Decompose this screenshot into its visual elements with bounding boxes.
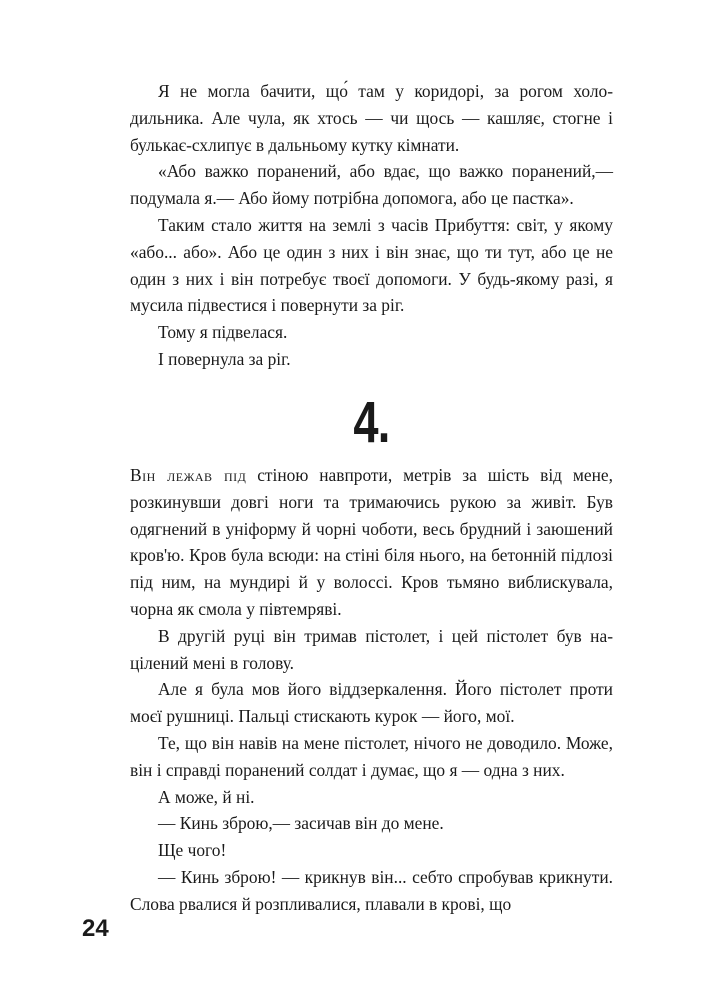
paragraph: — Кинь зброю! — крикнув він... себто спробував крикнути. Слова рвалися й розпливалися, плавали в крові, що bbox=[130, 866, 613, 914]
paragraph: Ще чого! bbox=[158, 840, 227, 861]
paragraph: — Кинь зброю,— засичав він до мене. bbox=[158, 813, 444, 834]
chapter-heading: 4. bbox=[353, 390, 390, 455]
page-number: 24 bbox=[82, 915, 109, 942]
chapter-first-paragraph-text: стіною навпроти, метрів за шість від мене, розкинувши довгі ноги та тримаючись рукою за живіт. Був одягнений в уніформу й чорні чоботи, весь брудний і заюшений кров'ю. Кров була всюди: на стіні біля нього, на бетонній підлозі під ним, на мундирі й у волоссі. Кров тьмяно виблискувала, чорна як смола у півтемряві. bbox=[130, 465, 613, 619]
chapter-lead-in: Він лежав під bbox=[130, 465, 247, 485]
paragraph: І повернула за ріг. bbox=[158, 348, 291, 369]
paragraph: Те, що він навів на мене пістолет, нічого не доводило. Може, він і справді поранений солдат і думає, що я — одна з них. bbox=[130, 732, 613, 780]
paragraph: Я не могла бачити, що́ там у коридорі, за рогом холодильника. Але чула, як хтось — чи щось — кашляє, стогне і булькає-схлипує в дальньому кутку кімнати. bbox=[130, 81, 613, 155]
paragraph: Але я була мов його віддзеркалення. Його пістолет проти моєї рушниці. Пальці стискають курок — його, мої. bbox=[130, 679, 613, 727]
paragraph: А може, й ні. bbox=[158, 786, 255, 807]
chapter-first-paragraph bbox=[130, 462, 613, 623]
paragraph: «Або важко поранений, або вдає, що важко поранений,— подумала я.— Або йому потрібна допомога, або це пастка». bbox=[130, 161, 613, 209]
paragraph: Тому я підвелася. bbox=[158, 322, 288, 343]
text-block-top bbox=[130, 78, 613, 373]
paragraph: В другій руці він тримав пістолет, і цей пістолет був націлений мені в голову. bbox=[130, 625, 613, 673]
text-block-chapter bbox=[130, 462, 613, 918]
paragraph: Таким стало життя на землі з часів Прибуття: світ, у якому «або... або». Або це один з них і він знає, що ти тут, або це не один з них і він потребує твоєї допомоги. У будь-якому разі, я мусила підвестися і повернути за ріг. bbox=[130, 214, 613, 316]
